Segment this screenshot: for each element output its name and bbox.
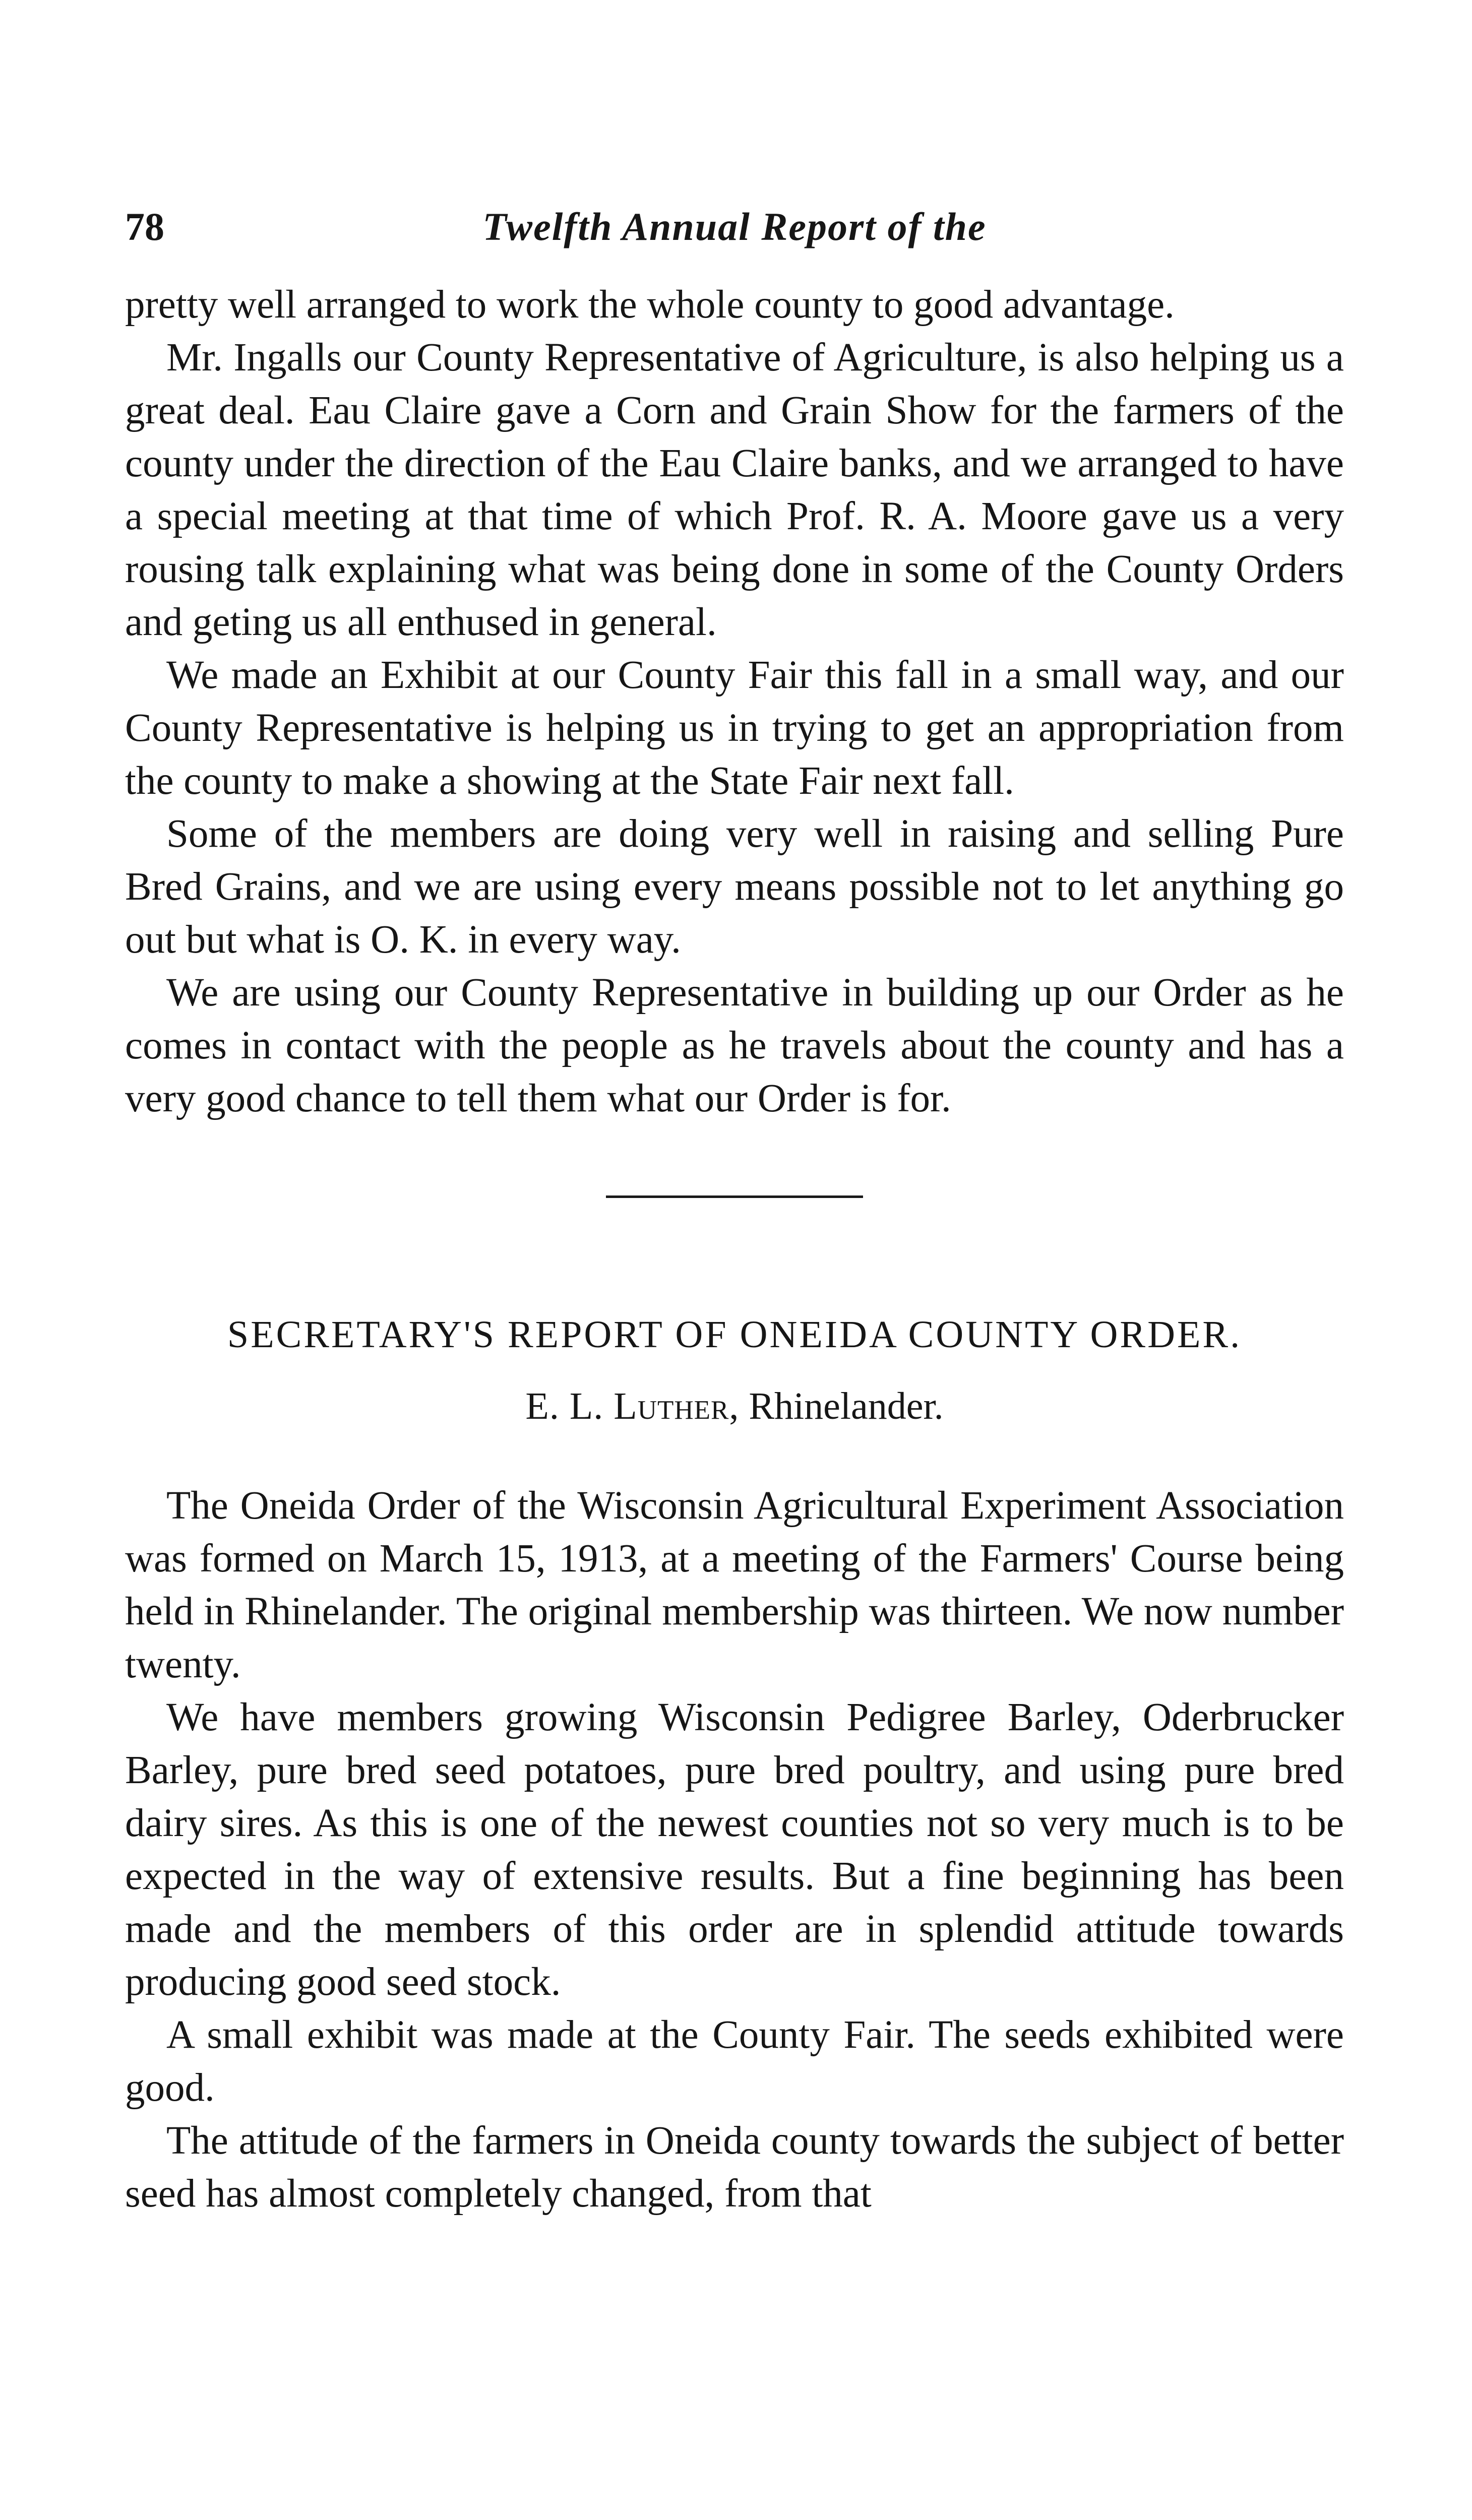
oneida-county-report xyxy=(125,1307,1344,2220)
byline xyxy=(125,1379,1344,1433)
paragraph: Some of the members are doing very well in raising and selling Pure Bred Grains, and we are using every means possible not to let anything go out but what is O. K. in every way. xyxy=(125,812,1344,962)
paragraph: The attitude of the farmers in Oneida county towards the subject of better seed has almost completely changed, from that xyxy=(125,2119,1344,2216)
author-name: E. L. Luther, xyxy=(525,1385,740,1427)
paragraph-continuation: pretty well arranged to work the whole county to good advantage. xyxy=(125,283,1175,327)
paragraph: Mr. Ingalls our County Representative of Agriculture, is also helping us a great deal. Eau Claire gave a Corn and Grain Show for the farmers of the county under the direction of the Eau Claire banks, and we arranged to have a special meeting at that time of which Prof. R. A. Moore gave us a very rousing talk explaining what was being done in some of the County Orders and geting us all enthused in general. xyxy=(125,336,1344,644)
page-number: 78 xyxy=(125,205,164,248)
paragraph: A small exhibit was made at the County Fair. The seeds exhibited were good. xyxy=(125,2013,1344,2110)
paragraph: We are using our County Representative in building up our Order as he comes in contact with the people as he travels about the county and has a very good chance to tell them what our Order is for. xyxy=(125,971,1344,1120)
section-title: SECRETARY'S REPORT OF ONEIDA COUNTY ORDER. xyxy=(227,1313,1242,1356)
previous-report-continuation xyxy=(125,278,1344,1125)
paragraph: The Oneida Order of the Wisconsin Agricultural Experiment Association was formed on March 15, 1913, at a meeting of the Farmers' Course being held in Rhinelander. The original membership was thirteen. We now number twenty. xyxy=(125,1484,1344,1686)
section-divider xyxy=(606,1195,863,1198)
paragraph: We have members growing Wisconsin Pedigree Barley, Oderbrucker Barley, pure bred seed potatoes, pure bred poultry, and using pure bred dairy sires. As this is one of the newest counties not so very much is to be expected in the way of extensive results. But a fine beginning has been made and the members of this order are in splendid attitude towards producing good seed stock. xyxy=(125,1695,1344,2004)
paragraph: We made an Exhibit at our County Fair this fall in a small way, and our County Representative is helping us in trying to get an appropriation from the county to make a showing at the State Fair next fall. xyxy=(125,653,1344,803)
author-location: Rhinelander. xyxy=(749,1385,944,1427)
running-header xyxy=(125,197,1344,257)
running-title: Twelfth Annual Report of the xyxy=(482,205,987,248)
page-content xyxy=(125,197,1344,2220)
